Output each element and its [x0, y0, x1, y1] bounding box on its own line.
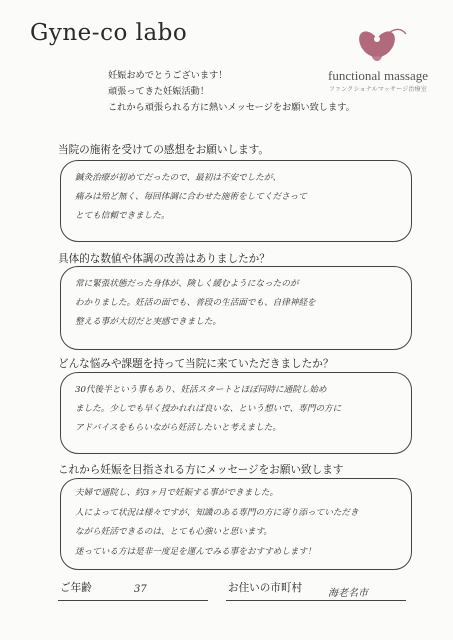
- logo-subtext: ファンクショナルマッサージ治療室: [328, 86, 428, 93]
- answer-line: 痛みは殆ど無く、毎回体調に合わせた施術をしてくださって: [75, 192, 307, 202]
- question-title: どんな悩みや課題を持って当院に来ていただきましたか？: [58, 358, 334, 370]
- intro-message: [108, 68, 355, 116]
- answer-line: 整える事が大切だと実感できました。: [75, 317, 222, 327]
- intro-line: 妊娠おめでとうございます！: [108, 70, 228, 81]
- question-title: これから妊娠を目指される方にメッセージをお願い致します: [58, 464, 344, 476]
- answer-line: 夫婦で通院し、約3ヶ月で妊娠する事ができました。: [75, 488, 279, 498]
- answer-text: [75, 381, 401, 438]
- answer-text: [75, 169, 401, 226]
- answer-box: [60, 372, 412, 454]
- answer-line: ました。少しでも早く授かれれば良いな、という想いで、専門の方に: [75, 404, 342, 414]
- answer-line: 迷っている方は是非一度足を運んでみる事をおすすめします！: [75, 546, 316, 557]
- city-value: 海老名市: [328, 588, 368, 599]
- age-label: ご年齢: [60, 582, 92, 594]
- functional-massage-logo: [318, 22, 438, 92]
- question-title: 具体的な数値や体調の改善はありましたか？: [58, 253, 270, 265]
- answer-line: わかりました。妊活の面でも、普段の生活面でも、自律神経を: [75, 298, 316, 308]
- answer-line: 30代後半という事もあり、妊活スタートとほぼ同時に通院し始め: [75, 385, 327, 395]
- answer-text: [75, 484, 401, 562]
- answer-line: ながら妊活できるのは、とても心強いと思います。: [75, 527, 272, 537]
- answer-line: アドバイスをもらいながら妊活したいと考えました。: [75, 423, 281, 433]
- age-value: 37: [134, 584, 147, 595]
- age-underline: [58, 600, 208, 601]
- answer-box: [60, 478, 412, 570]
- brand-title: Gyne-co labo: [30, 20, 188, 46]
- answer-line: とても信頼できました。: [75, 211, 170, 221]
- intro-line: 頑張ってきた妊娠活動！: [108, 86, 210, 97]
- answer-text: [75, 275, 401, 332]
- flower-logo-icon: [340, 22, 416, 68]
- city-label: お住いの市町村: [228, 582, 303, 594]
- answer-box: [60, 160, 412, 242]
- intro-line: これから頑張られる方に熱いメッセージをお願い致します。: [108, 102, 355, 113]
- answer-line: 常に緊張状態だった身体が、険しく緩むようになったのが: [75, 279, 299, 289]
- question-title: 当院の施術を受けての感想をお願いします。: [58, 144, 270, 156]
- answer-box: [60, 266, 412, 350]
- answer-line: 人によって状況は様々ですが、知識のある専門の方に寄り添っていただき: [75, 507, 359, 518]
- answer-line: 鍼灸治療が初めてだったので、最初は不安でしたが、: [75, 173, 282, 183]
- city-underline: [226, 600, 406, 601]
- logo-text: functional massage: [328, 68, 428, 83]
